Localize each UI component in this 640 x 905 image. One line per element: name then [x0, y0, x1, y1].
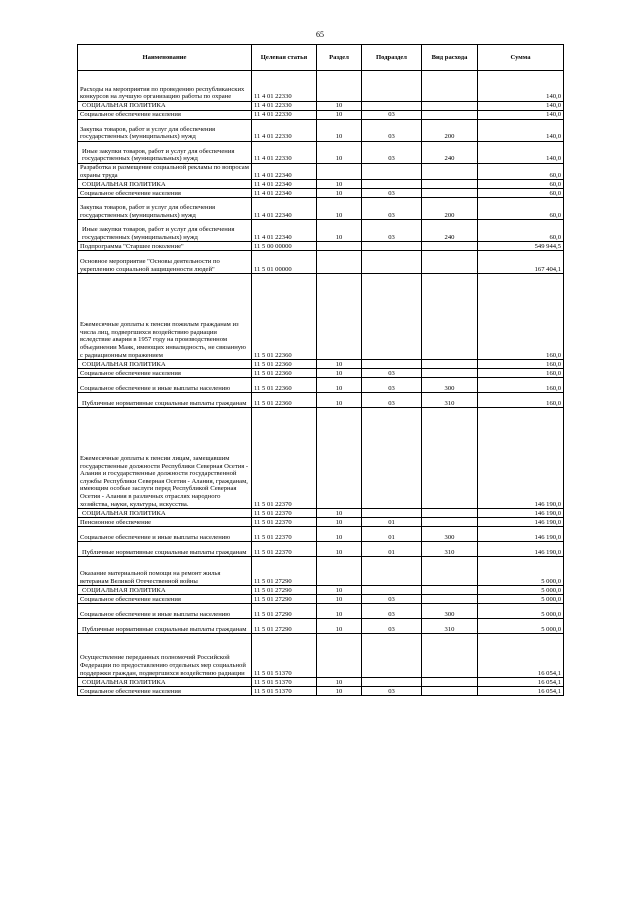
cell-expense-type — [422, 189, 478, 198]
cell-name: Публичные нормативные социальные выплаты гражданам — [78, 393, 252, 408]
cell-target: 11 4 01 22330 — [252, 142, 317, 164]
table-row — [78, 542, 564, 557]
table-row — [78, 102, 564, 111]
cell-name: Социальное обеспечение населения — [78, 595, 252, 604]
table-row — [78, 198, 564, 220]
table-row — [78, 518, 564, 527]
table-row — [78, 220, 564, 242]
cell-name: Пенсионное обеспечение — [78, 518, 252, 527]
cell-section: 10 — [317, 687, 362, 696]
cell-expense-type — [422, 586, 478, 595]
cell-target: 11 5 01 22360 — [252, 369, 317, 378]
cell-expense-type: 200 — [422, 120, 478, 142]
header-target: Целевая статья — [252, 45, 317, 71]
cell-amount: 60,0 — [478, 180, 564, 189]
cell-name: СОЦИАЛЬНАЯ ПОЛИТИКА — [78, 509, 252, 518]
cell-section — [317, 164, 362, 180]
cell-amount: 5 000,0 — [478, 557, 564, 586]
cell-target: 11 5 01 22370 — [252, 509, 317, 518]
cell-section — [317, 274, 362, 360]
cell-subsection — [362, 586, 422, 595]
cell-expense-type — [422, 595, 478, 604]
cell-target: 11 4 01 22340 — [252, 164, 317, 180]
cell-expense-type — [422, 509, 478, 518]
cell-target: 11 4 01 22340 — [252, 189, 317, 198]
cell-target: 11 5 01 22370 — [252, 518, 317, 527]
cell-name: Ежемесячные доплаты к пенсии пожилым гражданам из числа лиц, подвергшихся воздействию радиации вследствие аварии в 1957 году на производственном объединении Маяк, имеющих инвалидность, не связанную с радиационным поражением — [78, 274, 252, 360]
cell-subsection: 03 — [362, 604, 422, 619]
cell-section: 10 — [317, 111, 362, 120]
cell-name: Социальное обеспечение населения — [78, 111, 252, 120]
cell-amount: 60,0 — [478, 220, 564, 242]
cell-subsection: 03 — [362, 111, 422, 120]
cell-expense-type — [422, 111, 478, 120]
table-row — [78, 180, 564, 189]
cell-subsection: 01 — [362, 542, 422, 557]
table-header-row — [78, 45, 564, 71]
table-row — [78, 274, 564, 360]
cell-section: 10 — [317, 102, 362, 111]
cell-name: Закупка товаров, работ и услуг для обеспечения государственных (муниципальных) нужд — [78, 120, 252, 142]
cell-target: 11 4 01 22330 — [252, 102, 317, 111]
cell-expense-type — [422, 687, 478, 696]
cell-subsection — [362, 557, 422, 586]
cell-subsection: 03 — [362, 198, 422, 220]
cell-section: 10 — [317, 542, 362, 557]
cell-section: 10 — [317, 142, 362, 164]
cell-amount: 146 190,0 — [478, 518, 564, 527]
cell-name: Социальное обеспечение и иные выплаты населению — [78, 527, 252, 542]
cell-name: СОЦИАЛЬНАЯ ПОЛИТИКА — [78, 360, 252, 369]
table-row — [78, 120, 564, 142]
cell-name: СОЦИАЛЬНАЯ ПОЛИТИКА — [78, 586, 252, 595]
table-row — [78, 369, 564, 378]
table-row — [78, 378, 564, 393]
cell-subsection — [362, 274, 422, 360]
cell-amount: 140,0 — [478, 111, 564, 120]
cell-expense-type — [422, 369, 478, 378]
cell-target: 11 5 01 27290 — [252, 604, 317, 619]
cell-expense-type — [422, 242, 478, 251]
cell-amount: 5 000,0 — [478, 586, 564, 595]
header-section: Раздел — [317, 45, 362, 71]
cell-amount: 60,0 — [478, 164, 564, 180]
cell-name: Расходы на мероприятия по проведению республиканских конкурсов на лучшую организацию работы по охране — [78, 71, 252, 102]
table-row — [78, 678, 564, 687]
cell-name: Подпрограмма "Старшее поколение" — [78, 242, 252, 251]
cell-section: 10 — [317, 509, 362, 518]
cell-name: Социальное обеспечение населения — [78, 189, 252, 198]
cell-expense-type: 300 — [422, 378, 478, 393]
cell-section: 10 — [317, 393, 362, 408]
cell-name: Иные закупки товаров, работ и услуг для обеспечения государственных (муниципальных) нужд — [78, 220, 252, 242]
table-row — [78, 164, 564, 180]
cell-amount: 16 054,1 — [478, 687, 564, 696]
cell-amount: 160,0 — [478, 378, 564, 393]
cell-expense-type — [422, 164, 478, 180]
cell-target: 11 5 00 00000 — [252, 242, 317, 251]
cell-amount: 140,0 — [478, 102, 564, 111]
cell-section — [317, 408, 362, 509]
cell-target: 11 5 01 51370 — [252, 634, 317, 678]
cell-expense-type — [422, 634, 478, 678]
cell-target: 11 5 01 22370 — [252, 527, 317, 542]
cell-amount: 140,0 — [478, 142, 564, 164]
cell-section: 10 — [317, 595, 362, 604]
cell-section — [317, 557, 362, 586]
table-row — [78, 242, 564, 251]
cell-section: 10 — [317, 604, 362, 619]
cell-expense-type: 300 — [422, 527, 478, 542]
cell-name: СОЦИАЛЬНАЯ ПОЛИТИКА — [78, 102, 252, 111]
cell-amount: 16 054,1 — [478, 634, 564, 678]
cell-subsection: 03 — [362, 393, 422, 408]
budget-table — [77, 44, 564, 696]
cell-target: 11 5 01 51370 — [252, 678, 317, 687]
cell-expense-type — [422, 102, 478, 111]
cell-subsection — [362, 164, 422, 180]
cell-subsection: 03 — [362, 120, 422, 142]
cell-target: 11 5 01 22370 — [252, 408, 317, 509]
table-row — [78, 509, 564, 518]
cell-target: 11 4 01 22330 — [252, 71, 317, 102]
cell-expense-type: 310 — [422, 619, 478, 634]
cell-name: Основное мероприятие "Основы деятельности по укреплению социальной защищенности людей" — [78, 251, 252, 274]
cell-expense-type: 300 — [422, 604, 478, 619]
table-row — [78, 586, 564, 595]
cell-target: 11 5 01 27290 — [252, 595, 317, 604]
cell-amount: 140,0 — [478, 71, 564, 102]
cell-target: 11 4 01 22340 — [252, 198, 317, 220]
cell-section: 10 — [317, 586, 362, 595]
cell-expense-type: 310 — [422, 542, 478, 557]
table-row — [78, 687, 564, 696]
cell-name: Оказание материальной помощи на ремонт жилья ветеранам Великой Отечественной войны — [78, 557, 252, 586]
cell-expense-type — [422, 71, 478, 102]
cell-target: 11 4 01 22330 — [252, 111, 317, 120]
cell-subsection — [362, 634, 422, 678]
cell-section: 10 — [317, 518, 362, 527]
cell-target: 11 5 01 27290 — [252, 557, 317, 586]
table-row — [78, 604, 564, 619]
cell-name: Публичные нормативные социальные выплаты гражданам — [78, 619, 252, 634]
cell-amount: 146 190,0 — [478, 509, 564, 518]
cell-section: 10 — [317, 198, 362, 220]
table-body — [78, 71, 564, 696]
cell-target: 11 5 01 22360 — [252, 378, 317, 393]
cell-subsection — [362, 509, 422, 518]
cell-amount: 60,0 — [478, 189, 564, 198]
cell-target: 11 5 01 22360 — [252, 393, 317, 408]
cell-amount: 146 190,0 — [478, 527, 564, 542]
cell-name: Иные закупки товаров, работ и услуг для обеспечения государственных (муниципальных) нужд — [78, 142, 252, 164]
cell-amount: 549 944,5 — [478, 242, 564, 251]
cell-subsection — [362, 678, 422, 687]
table-row — [78, 393, 564, 408]
cell-name: Осуществление переданных полномочий Российской Федерации по предоставлению отдельных мер социальной поддержки граждан, подвергшихся воздействию радиации — [78, 634, 252, 678]
cell-name: Разработка и размещение социальной рекламы по вопросам охраны труда — [78, 164, 252, 180]
cell-subsection — [362, 408, 422, 509]
cell-subsection — [362, 360, 422, 369]
cell-name: Ежемесячные доплаты к пенсии лицам, замещавшим государственные должности Республики Северная Осетия - Алания и государственные должности государственной службы Республики Северная Осетия - Алания, гражданам, имеющим особые заслуги перед Республикой Северная Осетия - Алания в различных отраслях народного хозяйства, науки, культуры, искусства. — [78, 408, 252, 509]
cell-section: 10 — [317, 369, 362, 378]
cell-subsection — [362, 251, 422, 274]
header-amount: Сумма — [478, 45, 564, 71]
cell-subsection — [362, 71, 422, 102]
cell-section — [317, 251, 362, 274]
table-row — [78, 189, 564, 198]
cell-name: Социальное обеспечение населения — [78, 687, 252, 696]
cell-section: 10 — [317, 120, 362, 142]
cell-subsection: 03 — [362, 220, 422, 242]
cell-target: 11 4 01 22340 — [252, 180, 317, 189]
cell-name: Закупка товаров, работ и услуг для обеспечения государственных (муниципальных) нужд — [78, 198, 252, 220]
cell-amount: 160,0 — [478, 274, 564, 360]
table-row — [78, 527, 564, 542]
cell-amount: 146 190,0 — [478, 542, 564, 557]
table-row — [78, 634, 564, 678]
cell-subsection: 03 — [362, 595, 422, 604]
cell-subsection — [362, 102, 422, 111]
cell-subsection: 03 — [362, 189, 422, 198]
cell-section: 10 — [317, 378, 362, 393]
cell-expense-type — [422, 180, 478, 189]
cell-target: 11 5 01 22370 — [252, 542, 317, 557]
cell-amount: 60,0 — [478, 198, 564, 220]
cell-expense-type — [422, 557, 478, 586]
cell-target: 11 4 01 22330 — [252, 120, 317, 142]
cell-name: Социальное обеспечение и иные выплаты населению — [78, 604, 252, 619]
cell-target: 11 5 01 27290 — [252, 619, 317, 634]
cell-subsection — [362, 180, 422, 189]
cell-subsection: 03 — [362, 619, 422, 634]
cell-amount: 160,0 — [478, 393, 564, 408]
cell-section — [317, 634, 362, 678]
table-row — [78, 111, 564, 120]
cell-expense-type — [422, 360, 478, 369]
cell-amount: 146 190,0 — [478, 408, 564, 509]
cell-amount: 5 000,0 — [478, 619, 564, 634]
cell-expense-type — [422, 251, 478, 274]
cell-subsection — [362, 242, 422, 251]
table-row — [78, 251, 564, 274]
cell-expense-type: 240 — [422, 220, 478, 242]
cell-section: 10 — [317, 527, 362, 542]
cell-expense-type — [422, 678, 478, 687]
cell-amount: 167 404,1 — [478, 251, 564, 274]
cell-target: 11 5 01 22360 — [252, 274, 317, 360]
page-number: 65 — [316, 30, 324, 39]
cell-amount: 16 054,1 — [478, 678, 564, 687]
table-row — [78, 142, 564, 164]
cell-section — [317, 71, 362, 102]
cell-name: СОЦИАЛЬНАЯ ПОЛИТИКА — [78, 180, 252, 189]
cell-subsection: 03 — [362, 142, 422, 164]
cell-amount: 160,0 — [478, 360, 564, 369]
cell-expense-type: 240 — [422, 142, 478, 164]
cell-amount: 160,0 — [478, 369, 564, 378]
cell-subsection: 03 — [362, 369, 422, 378]
cell-section: 10 — [317, 678, 362, 687]
header-name: Наименование — [78, 45, 252, 71]
cell-section: 10 — [317, 189, 362, 198]
table-row — [78, 71, 564, 102]
table-row — [78, 557, 564, 586]
cell-subsection: 03 — [362, 687, 422, 696]
cell-amount: 5 000,0 — [478, 604, 564, 619]
cell-amount: 140,0 — [478, 120, 564, 142]
cell-subsection: 03 — [362, 378, 422, 393]
cell-target: 11 4 01 22340 — [252, 220, 317, 242]
cell-amount: 5 000,0 — [478, 595, 564, 604]
cell-section: 10 — [317, 220, 362, 242]
table-row — [78, 360, 564, 369]
cell-subsection: 01 — [362, 518, 422, 527]
cell-expense-type: 310 — [422, 393, 478, 408]
cell-section — [317, 242, 362, 251]
cell-name: Социальное обеспечение населения — [78, 369, 252, 378]
cell-expense-type — [422, 274, 478, 360]
cell-section: 10 — [317, 360, 362, 369]
cell-name: СОЦИАЛЬНАЯ ПОЛИТИКА — [78, 678, 252, 687]
cell-expense-type: 200 — [422, 198, 478, 220]
cell-section: 10 — [317, 619, 362, 634]
cell-expense-type — [422, 408, 478, 509]
cell-name: Публичные нормативные социальные выплаты гражданам — [78, 542, 252, 557]
cell-section: 10 — [317, 180, 362, 189]
cell-subsection: 01 — [362, 527, 422, 542]
header-expense-type: Вид расхода — [422, 45, 478, 71]
cell-target: 11 5 01 27290 — [252, 586, 317, 595]
cell-target: 11 5 01 00000 — [252, 251, 317, 274]
header-subsection: Подраздел — [362, 45, 422, 71]
cell-target: 11 5 01 22360 — [252, 360, 317, 369]
cell-name: Социальное обеспечение и иные выплаты населению — [78, 378, 252, 393]
table-row — [78, 619, 564, 634]
cell-expense-type — [422, 518, 478, 527]
table-row — [78, 408, 564, 509]
cell-target: 11 5 01 51370 — [252, 687, 317, 696]
table-row — [78, 595, 564, 604]
